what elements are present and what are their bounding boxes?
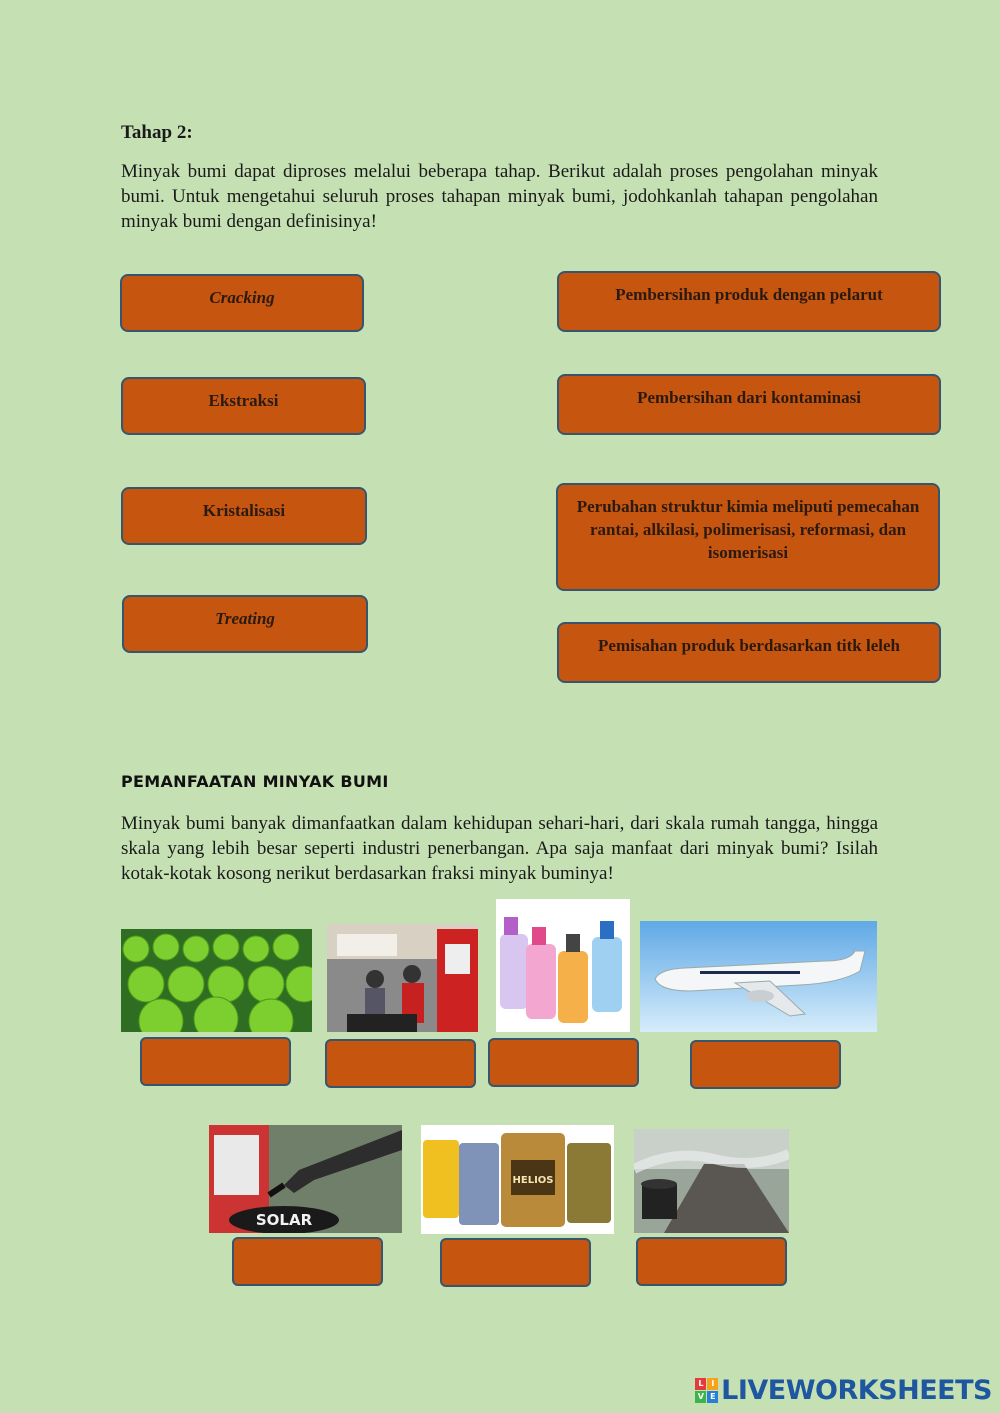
answer-box-lpg[interactable] [140, 1037, 291, 1086]
term-kristalisasi[interactable]: Kristalisasi [121, 487, 367, 545]
answer-box-solar[interactable] [232, 1237, 383, 1286]
definition-titik-leleh[interactable]: Pemisahan produk berdasarkan titk leleh [557, 622, 941, 683]
brand-name: LIVEWORKSHEETS [721, 1375, 992, 1406]
fuel-station-icon [327, 924, 478, 1032]
solar-label: SOLAR [255, 1211, 313, 1229]
liveworksheets-logo[interactable] [695, 1375, 992, 1406]
term-treating[interactable]: Treating [122, 595, 368, 653]
stage-title: Tahap 2: [121, 122, 193, 143]
answer-box-fuel-station[interactable] [325, 1039, 476, 1088]
definition-struktur-kimia[interactable]: Perubahan struktur kimia meliputi pemecahan rantai, alkilasi, polimerisasi, reformasi, dan isomerisasi [556, 483, 940, 591]
definition-pelarut[interactable]: Pembersihan produk dengan pelarut [557, 271, 941, 332]
spray-bottles-icon [496, 899, 630, 1032]
brand-mark-icon: L I V E [695, 1378, 718, 1403]
answer-box-asphalt[interactable] [636, 1237, 787, 1286]
term-cracking[interactable]: Cracking [120, 274, 364, 332]
usage-title: PEMANFAATAN MINYAK BUMI [121, 772, 389, 791]
usage-instruction: Minyak bumi banyak dimanfaatkan dalam kehidupan sehari-hari, dari skala rumah tangga, hingga skala yang lebih besar seperti industri penerbangan. Apa saja manfaat dari minyak bumi? Isilah kotak-kotak kosong nerikut berdasarkan fraksi minyak buminya! [121, 813, 878, 884]
oil-cans-icon [421, 1125, 614, 1234]
answer-box-oil-cans[interactable] [440, 1238, 591, 1287]
answer-box-spray[interactable] [488, 1038, 639, 1087]
solar-nozzle-icon [209, 1125, 402, 1233]
lpg-tanks-icon [121, 929, 312, 1032]
definition-kontaminasi[interactable]: Pembersihan dari kontaminasi [557, 374, 941, 435]
oil-can-label: HELIOS [512, 1175, 554, 1186]
asphalt-road-icon [634, 1129, 789, 1233]
stage-instruction: Minyak bumi dapat diproses melalui beberapa tahap. Berikut adalah proses pengolahan minyak bumi. Untuk mengetahui seluruh proses tahapan minyak bumi, jodohkanlah tahapan pengolahan minyak bumi dengan definisinya! [121, 161, 878, 232]
answer-box-airplane[interactable] [690, 1040, 841, 1089]
airplane-icon [640, 921, 877, 1032]
term-ekstraksi[interactable]: Ekstraksi [121, 377, 366, 435]
